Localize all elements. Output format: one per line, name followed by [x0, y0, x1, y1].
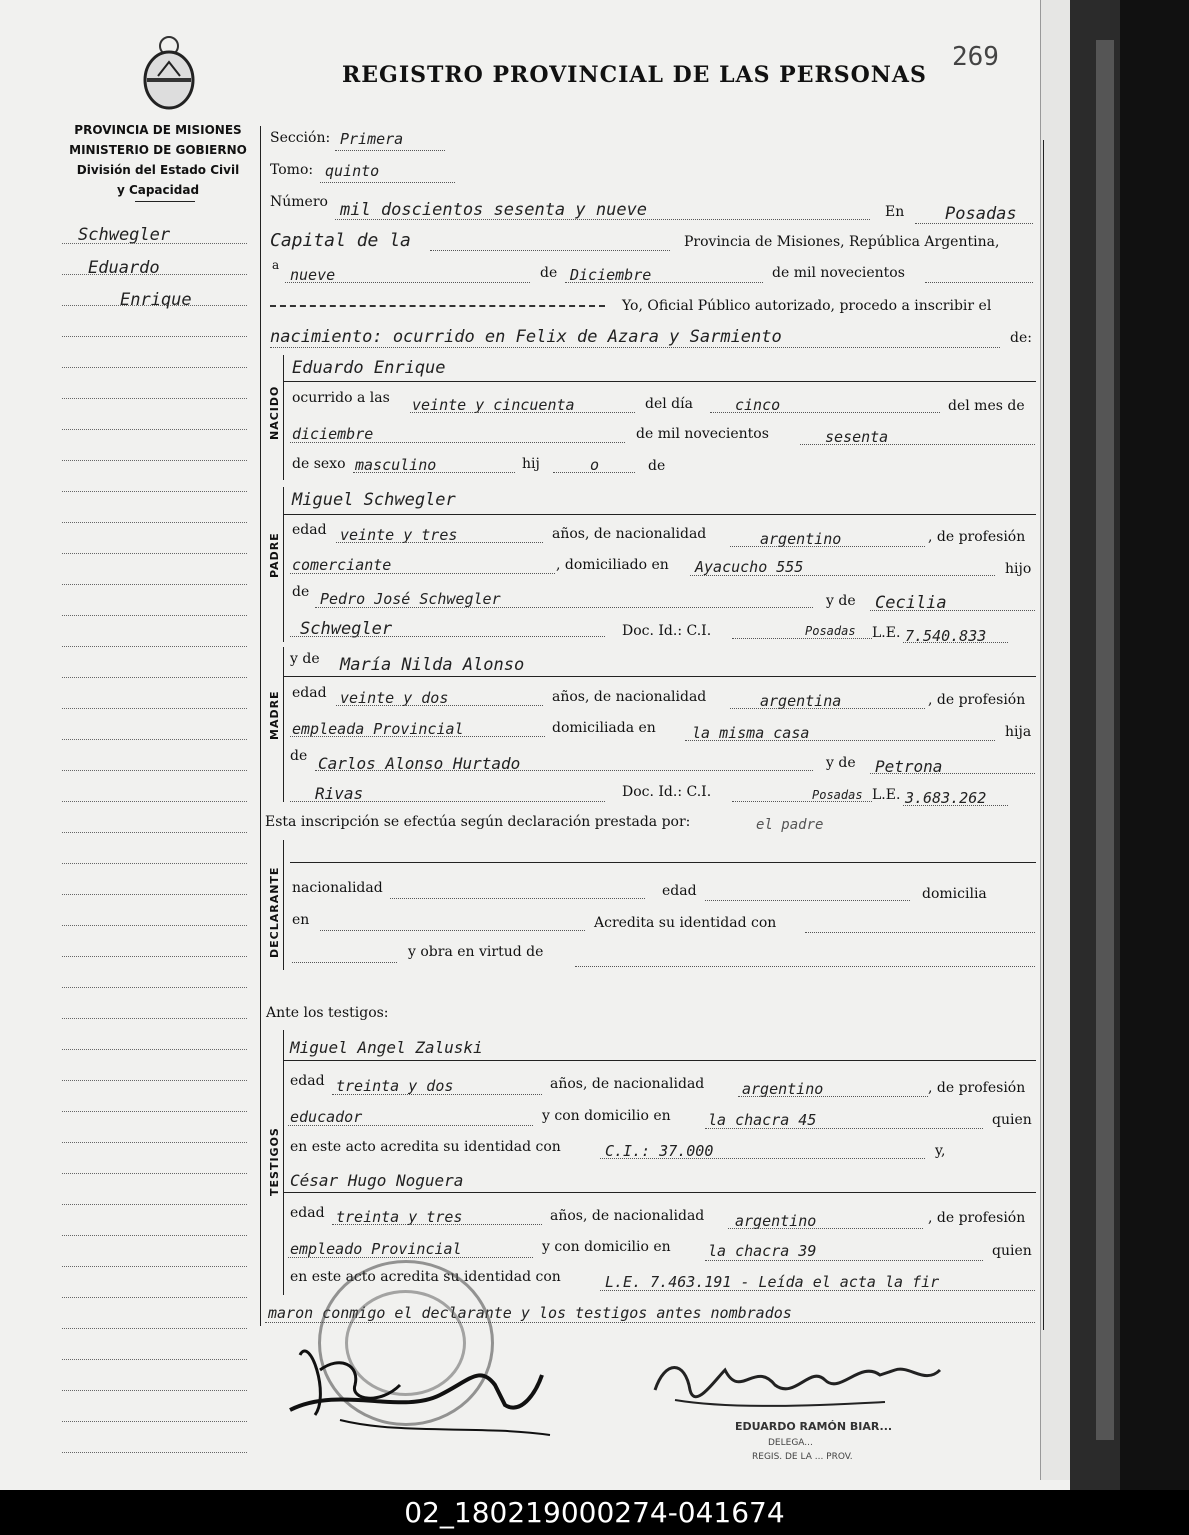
margin-name-1: Eduardo [88, 258, 160, 278]
decl-nac-label: nacionalidad [292, 880, 383, 896]
t1-edad: treinta y dos [336, 1077, 454, 1095]
anio-text: de mil novecientos [772, 265, 905, 281]
margin-dotted-line [62, 987, 247, 988]
padre-profesion: comerciante [292, 556, 392, 574]
t2-nombre: César Hugo Noguera [290, 1171, 464, 1190]
numero-line [335, 219, 870, 220]
mes-line [565, 282, 763, 283]
madre-nac-line [730, 708, 925, 709]
padre-madre-line [870, 610, 1035, 611]
dash-line [270, 305, 605, 307]
seccion-value: Primera [340, 130, 404, 148]
margin-dotted-line [62, 801, 247, 802]
margin-dotted-line [62, 1390, 247, 1391]
sello-lugar: REGIS. DE LA ... PROV. [752, 1452, 853, 1462]
margin-dotted-line [62, 770, 247, 771]
madre-madre-de-2: Rivas [315, 784, 364, 803]
declarante-rule [290, 862, 1036, 863]
padre-yde-label: y de [826, 593, 856, 609]
tomo-value: quinto [325, 162, 380, 180]
dia-nac-value: cinco [735, 396, 781, 414]
margin-dotted-line [62, 925, 247, 926]
ante-testigos-label: Ante los testigos: [266, 1005, 389, 1021]
madre-domicilio: la misma casa [692, 724, 810, 742]
en-label: En [885, 204, 905, 220]
t2-quien: quien [992, 1243, 1032, 1259]
hij-line [553, 472, 635, 473]
madre-yde2-label: y de [826, 755, 856, 771]
declarante-bracket [283, 840, 284, 970]
issuer-division: División del Estado Civil [76, 163, 240, 177]
t2-anios-label: años, de nacionalidad [550, 1208, 705, 1224]
yo-text: Yo, Oficial Público autorizado, procedo a inscribir el [622, 298, 992, 314]
margin-dotted-line [62, 646, 247, 647]
numero-value: mil doscientos sesenta y nueve [340, 200, 648, 220]
t1-rule [284, 1060, 1036, 1061]
t2-domicilio: la chacra 39 [708, 1242, 817, 1260]
madre-hija-label: hija [1005, 724, 1032, 740]
hora-line [410, 412, 635, 413]
cierre-text: maron conmigo el declarante y los testigos antes nombrados [268, 1304, 792, 1322]
margin-dotted-line [62, 553, 247, 554]
padre-edad-label: edad [292, 522, 327, 538]
madre-le-value: 3.683.262 [905, 789, 987, 807]
decl-en-line [320, 930, 585, 931]
padre-le-value: 7.540.833 [905, 627, 987, 645]
madre-label: MADRE [268, 690, 281, 740]
padre-bracket [283, 487, 284, 642]
anio-nac-line [800, 444, 1035, 445]
margin-dotted-line [62, 1080, 247, 1081]
anio-line [925, 282, 1033, 283]
margin-dotted-line [62, 708, 247, 709]
madre-padre-line [315, 770, 813, 771]
de-mil-label: de mil novecientos [636, 426, 769, 442]
madre-prof-label: , de profesión [928, 692, 1026, 708]
issuer-capacity: y Capacidad [116, 183, 200, 197]
madre-doc-line [732, 801, 872, 802]
padre-rule [284, 514, 1036, 515]
padre-padre-de: Pedro José Schwegler [320, 590, 501, 608]
margin-dotted-line [62, 522, 247, 523]
padre-edad: veinte y tres [340, 526, 458, 544]
margin-dotted-line [62, 832, 247, 833]
a-label: a [272, 258, 280, 272]
issuer-underline [135, 201, 195, 202]
decl-en-label: en [292, 912, 310, 928]
provincia-text: Provincia de Misiones, República Argentina, [684, 234, 1000, 250]
declaracion-value: el padre [756, 817, 824, 833]
page-title: REGISTRO PROVINCIAL DE LAS PERSONAS [342, 62, 927, 88]
madre-le-label: L.E. [872, 787, 901, 803]
acto-line [270, 347, 1000, 348]
t2-dom-line [705, 1260, 983, 1261]
madre-de-label: de [290, 748, 308, 764]
margin-dotted-line [62, 956, 247, 957]
de-label: de [540, 265, 558, 281]
tomo-line [320, 182, 455, 183]
margin-dotted-line [62, 739, 247, 740]
en-value: Posadas [945, 204, 1017, 224]
padre-hijo-label: hijo [1005, 561, 1032, 577]
madre-doc-label: Doc. Id.: C.I. [622, 784, 712, 800]
nac-de-label: de [648, 458, 666, 474]
madre-yde-label: y de [290, 651, 320, 667]
hij-label: hij [522, 456, 540, 472]
margin-dotted-line [62, 491, 247, 492]
margin-dotted-line [62, 429, 247, 430]
t2-prof-label: , de profesión [928, 1210, 1026, 1226]
madre-madre-de: Petrona [875, 757, 943, 776]
del-mes-label: del mes de [948, 398, 1025, 414]
t2-edad-line [332, 1224, 542, 1225]
madre-rule [284, 676, 1036, 677]
padre-le-line [903, 642, 1008, 643]
decl-edad-label: edad [662, 883, 697, 899]
madre-prof-line [290, 736, 545, 737]
mes-value: Diciembre [570, 266, 652, 284]
nacido-rule [284, 381, 1036, 382]
padre-madre-de-2: Schwegler [300, 619, 393, 639]
padre-nacionalidad: argentino [760, 530, 842, 548]
margin-surname: Schwegler [78, 225, 171, 245]
margin-dotted-line [62, 460, 247, 461]
hora-value: veinte y cincuenta [412, 396, 575, 414]
t2-id: L.E. 7.463.191 - Leída el acta la fir [605, 1273, 940, 1291]
margin-dotted-line [62, 584, 247, 585]
madre-doc-value: Posadas [812, 788, 863, 802]
madre-bracket [283, 647, 284, 802]
ocurrido-label: ocurrido a las [292, 390, 390, 406]
testigos-bracket [283, 1030, 284, 1295]
acto-value: nacimiento: ocurrido en Felix de Azara y Sarmiento [270, 327, 782, 347]
margin-dotted-line [62, 1297, 247, 1298]
t2-dom-label: y con domicilio en [542, 1239, 671, 1255]
margin-dotted-line [62, 336, 247, 337]
decl-nac-line [390, 898, 645, 899]
t1-quien: quien [992, 1112, 1032, 1128]
margin-dotted-line [62, 1235, 247, 1236]
padre-de-label: de [292, 584, 310, 600]
t1-acto-label: en este acto acredita su identidad con [290, 1139, 561, 1155]
t2-acto-label: en este acto acredita su identidad con [290, 1269, 561, 1285]
padre-dom-line [690, 575, 995, 576]
padre-doc-label: Doc. Id.: C.I. [622, 623, 712, 639]
margin-dotted-line [62, 1266, 247, 1267]
dia-nac-line [710, 412, 940, 413]
margin-dotted-line [62, 1142, 247, 1143]
margin-dotted-line [62, 1452, 247, 1453]
seccion-line [335, 150, 445, 151]
margin-dotted-line [62, 677, 247, 678]
nacido-nombre: Eduardo Enrique [292, 358, 446, 378]
testigos-label: TESTIGOS [268, 1127, 281, 1196]
margin-dotted-line [62, 1204, 247, 1205]
padre-doc-line [732, 638, 872, 639]
sexo-line [353, 472, 515, 473]
padre-edad-line [336, 542, 543, 543]
madre-dom-label: domiciliada en [552, 720, 656, 736]
margin-dotted-line [62, 398, 247, 399]
margin-name-2: Enrique [120, 290, 192, 310]
dia-line [285, 282, 530, 283]
t2-rule [284, 1192, 1036, 1193]
margin-dotted-line [62, 1328, 247, 1329]
signature-witness [280, 1325, 560, 1449]
margin-dotted-line [62, 1018, 247, 1019]
en-line [915, 223, 1033, 224]
sexo-value: masculino [355, 456, 437, 474]
padre-madre2-line [290, 636, 605, 637]
decl-obra-label: y obra en virtud de [408, 944, 544, 960]
padre-madre-de: Cecilia [875, 593, 947, 613]
padre-prof-line [290, 573, 555, 574]
margin-dotted-line [62, 615, 247, 616]
t2-profesion: empleado Provincial [290, 1240, 462, 1258]
madre-profesion: empleada Provincial [292, 720, 464, 738]
margin-dotted-line [62, 863, 247, 864]
padre-nombre: Miguel Schwegler [292, 490, 456, 510]
madre-dom-line [685, 740, 995, 741]
t1-id: C.I.: 37.000 [605, 1142, 714, 1160]
t2-edad-label: edad [290, 1205, 325, 1221]
mes-nac-value: diciembre [292, 425, 374, 443]
issuer-ministry: MINISTERIO DE GOBIERNO [69, 143, 247, 157]
frame-left [260, 126, 261, 1326]
numero-label: Número [270, 194, 328, 210]
t1-nombre: Miguel Angel Zaluski [290, 1038, 483, 1057]
issuer-province: PROVINCIA DE MISIONES [74, 123, 242, 137]
decl-dom-label: domicilia [922, 886, 987, 902]
margin-dotted-line [62, 1049, 247, 1050]
t1-edad-line [332, 1094, 542, 1095]
de2-label: de: [1010, 330, 1032, 346]
hij-value: o [590, 456, 600, 474]
declaracion-text: Esta inscripción se efectúa según declaración prestada por: [265, 814, 691, 830]
dia-value: nueve [290, 266, 336, 284]
declarante-label: DECLARANTE [268, 866, 281, 958]
madre-anios-label: años, de nacionalidad [552, 689, 707, 705]
page-number: 269 [952, 42, 999, 72]
t1-nac-line [738, 1096, 928, 1097]
margin-dotted-line [62, 1421, 247, 1422]
padre-anios-label: años, de nacionalidad [552, 526, 707, 542]
t1-profesion: educador [290, 1108, 363, 1126]
padre-padre-line [315, 607, 813, 608]
t1-edad-label: edad [290, 1073, 325, 1089]
signature-official [645, 1340, 945, 1424]
del-dia-label: del día [645, 396, 693, 412]
t2-nac-line [728, 1228, 923, 1229]
margin-dotted-line [62, 305, 247, 306]
t1-y: y, [935, 1143, 946, 1159]
padre-domicilio: Ayacucho 555 [695, 558, 804, 576]
t1-domicilio: la chacra 45 [708, 1111, 817, 1129]
t2-id-line [600, 1290, 1035, 1291]
padre-doc-value: Posadas [805, 624, 856, 638]
t1-id-line [600, 1158, 925, 1159]
madre-padre-de: Carlos Alonso Hurtado [318, 754, 521, 773]
capital-line [430, 250, 670, 251]
t2-nacionalidad: argentino [735, 1212, 817, 1230]
margin-dotted-line [62, 894, 247, 895]
margin-dotted-line [62, 1111, 247, 1112]
madre-edad-line [336, 705, 543, 706]
t1-prof-line [288, 1125, 533, 1126]
seccion-label: Sección: [270, 130, 331, 146]
decl-acredita-label: Acredita su identidad con [594, 915, 777, 931]
nacido-label: NACIDO [268, 385, 281, 440]
margin-dotted-line [62, 1359, 247, 1360]
tomo-label: Tomo: [270, 162, 314, 178]
frame-right [1043, 140, 1044, 1330]
coat-of-arms-icon [138, 32, 200, 118]
madre-madre-line [870, 773, 1035, 774]
decl-acredita-line [805, 932, 1035, 933]
nacido-bracket [283, 355, 284, 480]
decl-obra-line [575, 966, 1035, 967]
sexo-label: de sexo [292, 456, 346, 472]
t2-edad: treinta y tres [336, 1208, 463, 1226]
madre-madre2-line [290, 801, 605, 802]
madre-nombre: María Nilda Alonso [340, 655, 525, 675]
decl-obra-pre-line [292, 962, 397, 963]
t2-prof-line [288, 1257, 533, 1258]
padre-dom-label: , domiciliado en [556, 557, 669, 573]
margin-dotted-line [62, 274, 247, 275]
madre-nacionalidad: argentina [760, 692, 842, 710]
padre-le-label: L.E. [872, 625, 901, 641]
padre-label: PADRE [268, 532, 281, 578]
t1-dom-label: y con domicilio en [542, 1108, 671, 1124]
t1-prof-label: , de profesión [928, 1080, 1026, 1096]
madre-le-line [903, 805, 1008, 806]
t1-dom-line [705, 1128, 983, 1129]
anio-nac-value: sesenta [825, 428, 889, 446]
t1-nacionalidad: argentino [742, 1080, 824, 1098]
margin-dotted-line [62, 1173, 247, 1174]
margin-dotted-line [62, 367, 247, 368]
book-spine [1096, 40, 1114, 1440]
padre-prof-label: , de profesión [928, 529, 1026, 545]
sello-nombre: EDUARDO RAMÓN BIAR... [735, 1420, 893, 1433]
padre-nac-line [730, 546, 925, 547]
t1-anios-label: años, de nacionalidad [550, 1076, 705, 1092]
madre-edad-label: edad [292, 685, 327, 701]
decl-edad-line [705, 900, 910, 901]
madre-edad: veinte y dos [340, 689, 449, 707]
issuer-block [62, 120, 254, 200]
capital-value: Capital de la [270, 230, 411, 251]
mes-nac-line [290, 442, 625, 443]
margin-dotted-line [62, 243, 247, 244]
sello-cargo: DELEGA... [768, 1438, 813, 1448]
document-code: 02_180219000274-041674 [0, 1490, 1189, 1535]
